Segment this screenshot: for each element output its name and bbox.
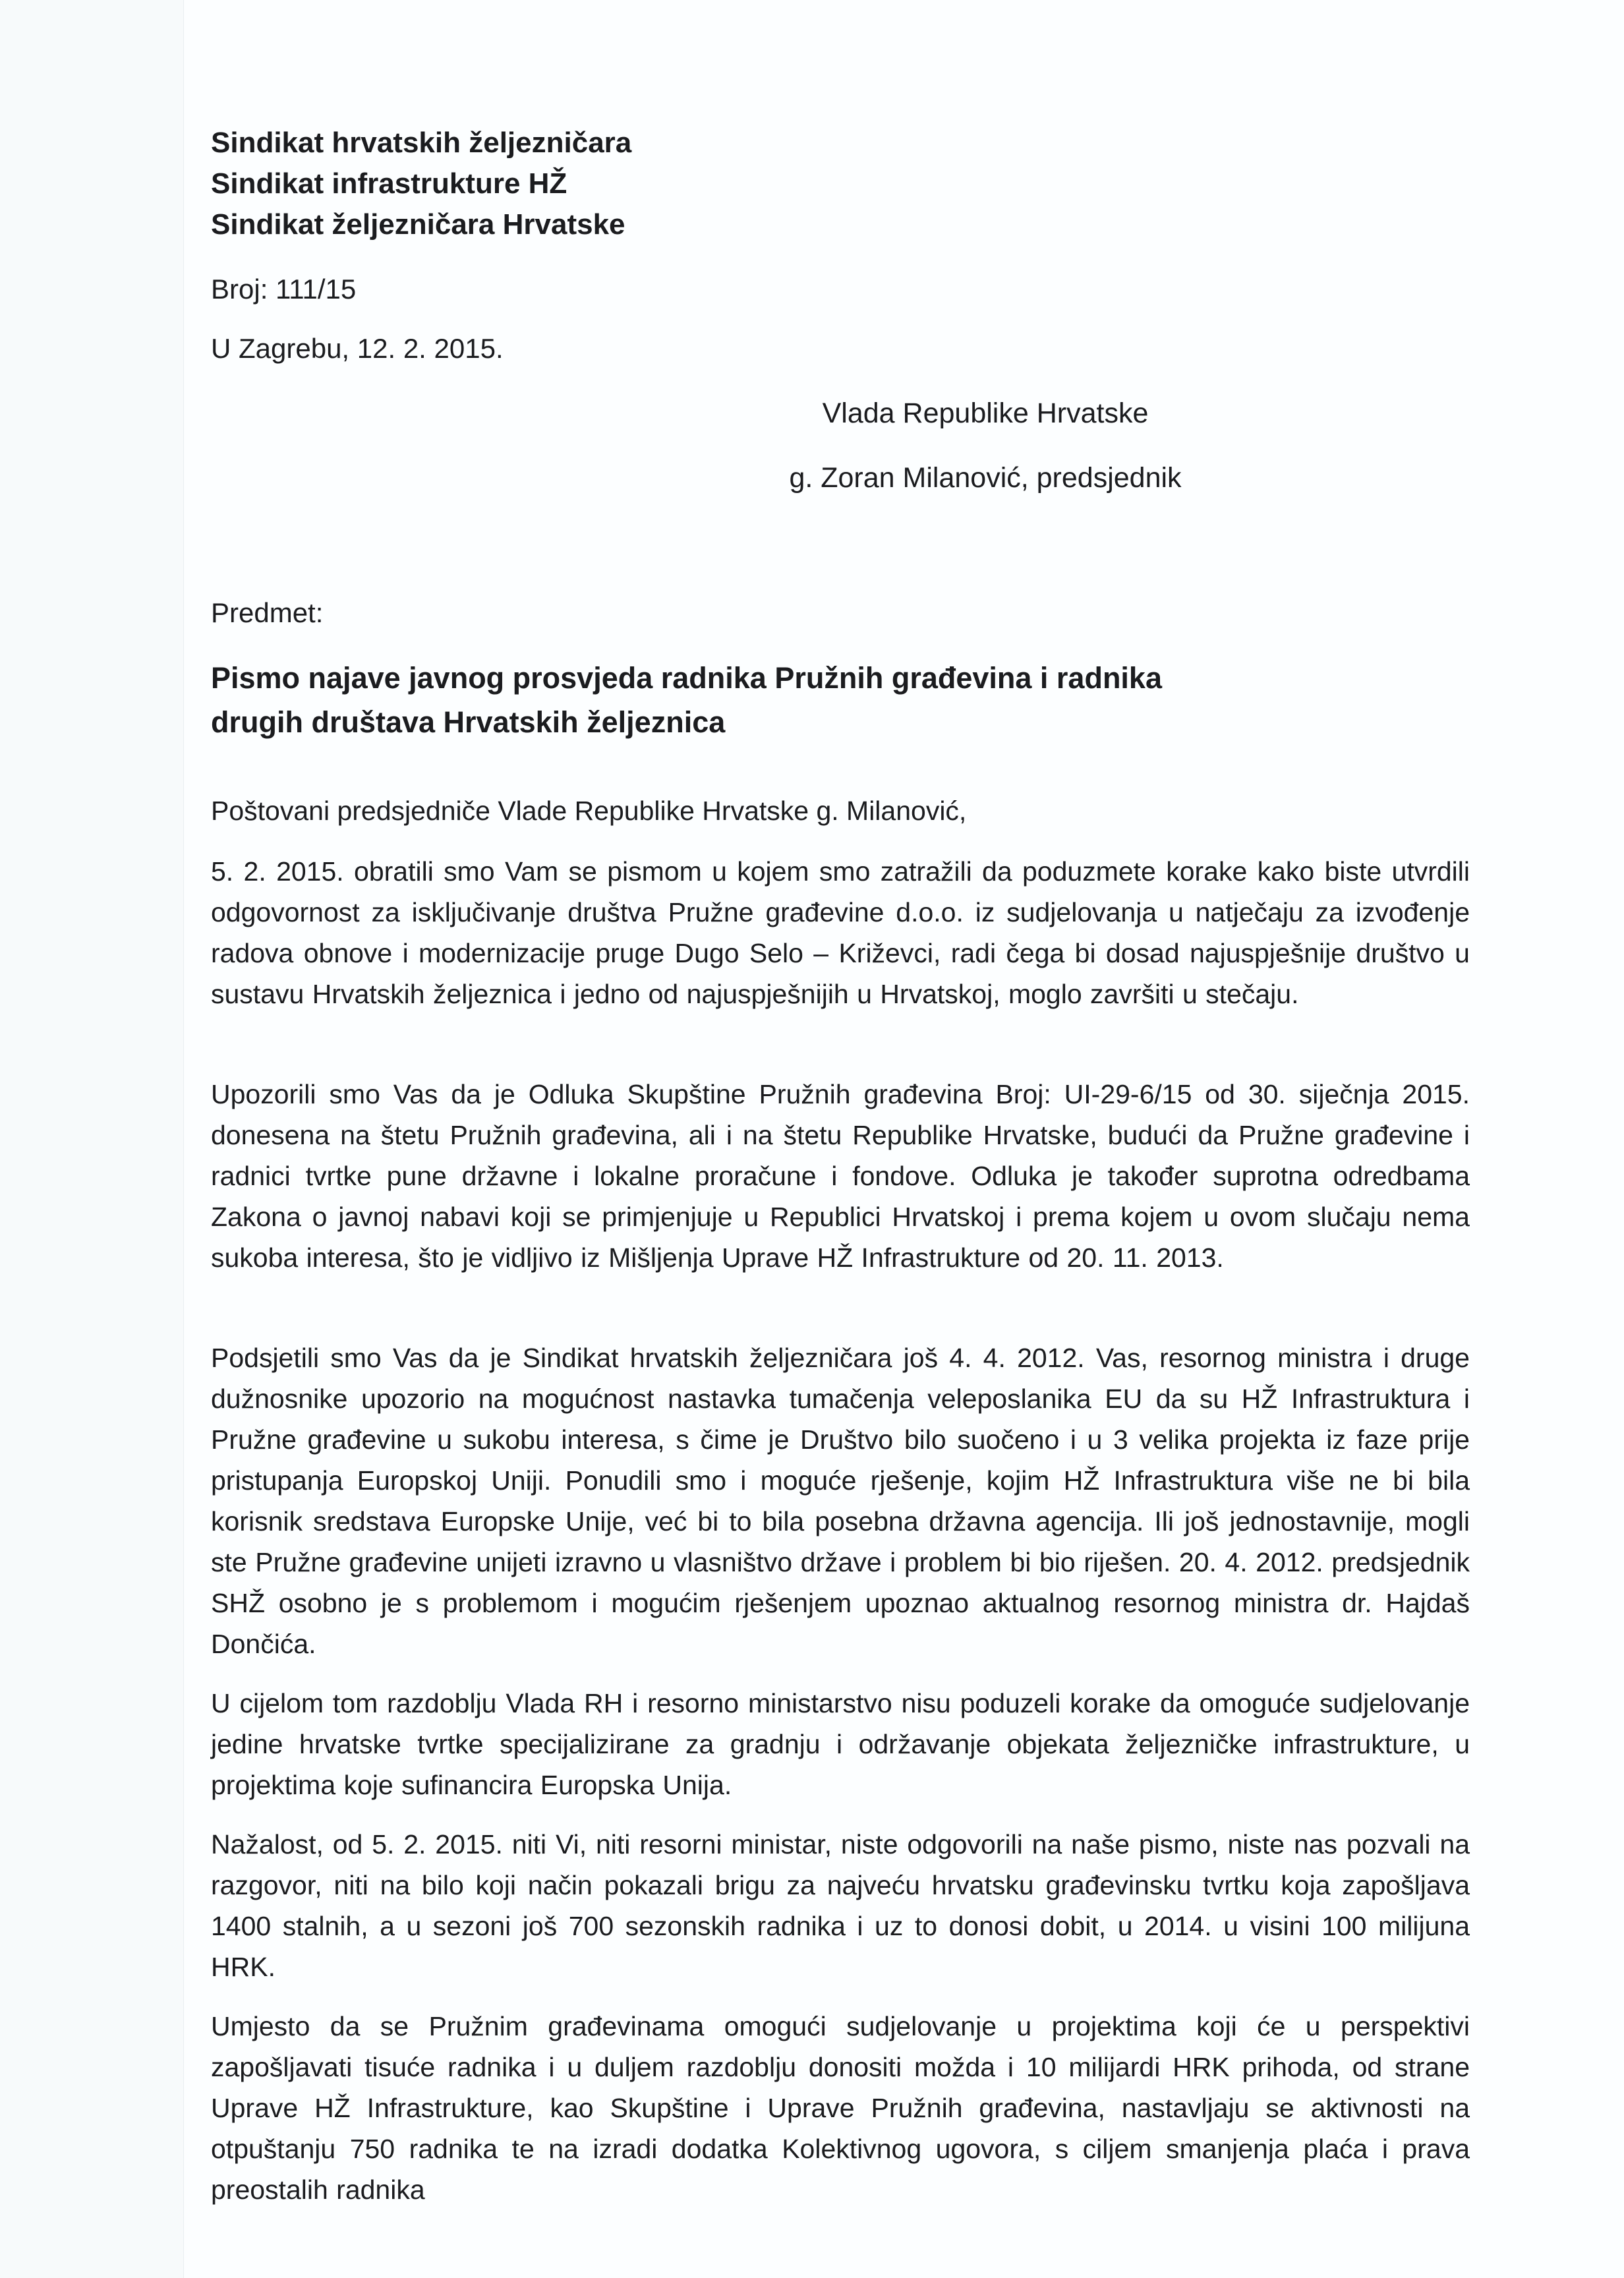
sender-org-line-2: Sindikat infrastrukture HŽ [211,167,567,200]
body-paragraph-3: Podsjetili smo Vas da je Sindikat hrvatskih željezničara još 4. 4. 2012. Vas, resornog ministra i druge dužnosnike upozorio na mogućnost nastavka tumačenja veleposlanika EU da su HŽ Infrastruktura i Pružne građevine u sukobu interesa, s čime je Društvo bilo suočeno i u 3 velika projekta iz faze prije pristupanja Europskoj Uniji. Ponudili smo i moguće rješenje, kojim HŽ Infrastruktura više ne bi bila korisnik sredstava Europske Unije, već bi to bila posebna državna agencija. Ili još jednostavnije, mogli ste Pružne građevine unijeti izravno u vlasništvo države i problem bi bio riješen. 20. 4. 2012. predsjednik SHŽ osobno je s problemom i mogućim rješenjem upoznao aktualnog resornog ministra dr. Hajdaš Dončića. [211,1343,1470,1659]
recipient-institution: Vlada Republike Hrvatske [822,397,1149,429]
recipient-person: g. Zoran Milanović, predsjednik [789,462,1182,494]
body-paragraph-2: Upozorili smo Vas da je Odluka Skupštine Pružnih građevina Broj: UI-29-6/15 od 30. siječnja 2015. donesena na štetu Pružnih građevina, ali i na štetu Republike Hrvatske, budući da Pružne građevine i radnici tvrtke pune državne i lokalne proračune i fondove. Odluka je također suprotna odredbama Zakona o javnoj nabavi koji se primjenjuje u Republici Hrvatskoj i prema kojem u ovom slučaju nema sukoba interesa, što je vidljivo iz Mišljenja Uprave HŽ Infrastrukture od 20. 11. 2013. [211,1079,1470,1273]
subject-title-line-1: Pismo najave javnog prosvjeda radnika Pružnih građevina i radnika [211,661,1162,695]
subject-title-line-2: drugih društava Hrvatskih željeznica [211,705,726,739]
recipient-block [211,393,1470,498]
place-and-date: U Zagrebu, 12. 2. 2015. [211,333,504,364]
sender-org-line-1: Sindikat hrvatskih željezničara [211,127,632,159]
scan-edge-artifact [0,0,184,2278]
body-paragraph-5: Nažalost, od 5. 2. 2015. niti Vi, niti resorni ministar, niste odgovorili na naše pismo, niste nas pozvali na razgovor, niti na bilo koji način pokazali brigu za najveću hrvatsku građevinsku tvrtku koja zapošljava 1400 stalnih, a u sezoni još 700 sezonskih radnika i uz to donosi dobit, u 2014. u visini 100 milijuna HRK. [211,1829,1470,1982]
subject-title [211,656,1470,744]
sender-org-line-3: Sindikat željezničara Hrvatske [211,208,625,241]
sender-block [211,123,1470,245]
subject-label: Predmet: [211,597,324,628]
body-paragraph-4: U cijelom tom razdoblju Vlada RH i resorno ministarstvo nisu poduzeli korake da omoguće sudjelovanje jedine hrvatske tvrtke specijalizirane za gradnju i održavanje objekata željezničke infrastrukture, u projektima koje sufinancira Europska Unija. [211,1688,1470,1800]
body-paragraph-6: Umjesto da se Pružnim građevinama omogući sudjelovanje u projektima koji će u perspektivi zapošljavati tisuće radnika i u duljem razdoblju donositi možda i 10 milijardi HRK prihoda, od strane Uprave HŽ Infrastrukture, kao Skupštine i Uprave Pružnih građevina, nastavljaju se aktivnosti na otpuštanju 750 radnika te na izradi dodatka Kolektivnog ugovora, s ciljem smanjenja plaća i prava preostalih radnika [211,2011,1470,2205]
reference-number: Broj: 111/15 [211,274,357,305]
body-paragraph-1: 5. 2. 2015. obratili smo Vam se pismom u kojem smo zatražili da poduzmete korake kako biste utvrdili odgovornost za isključivanje društva Pružne građevine d.o.o. iz sudjelovanja u natječaju za izvođenje radova obnove i modernizacije pruge Dugo Selo – Križevci, radi čega bi dosad najuspješnije društvo u sustavu Hrvatskih željeznica i jedno od najuspješnijih u Hrvatskoj, moglo završiti u stečaju. [211,856,1470,1009]
salutation: Poštovani predsjedniče Vlade Republike Hrvatske g. Milanović, [211,796,967,826]
